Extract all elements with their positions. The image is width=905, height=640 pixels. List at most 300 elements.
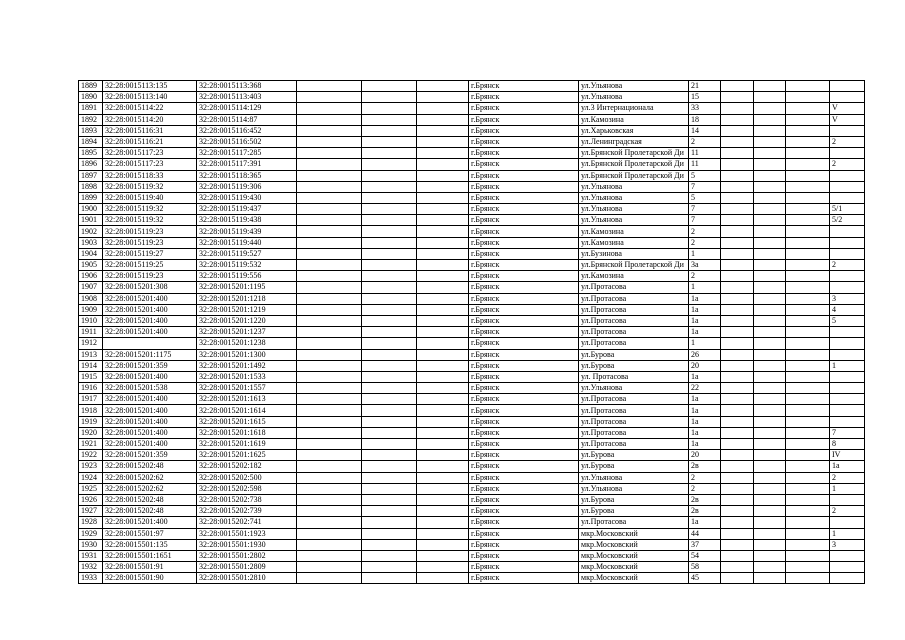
empty-col-10-cell [721,192,754,203]
row-number-cell: 1920 [79,427,103,438]
land-cadastral-number-cell: 32:28:0015113:135 [103,81,197,92]
empty-col-10-cell [721,461,754,472]
table-row [79,562,865,573]
empty-col-10-cell [721,405,754,416]
empty-col-12-cell [786,226,830,237]
land-cadastral-number-cell: 32:28:0015113:140 [103,92,197,103]
city-cell: г.Брянск [469,304,579,315]
land-cadastral-number-cell: 32:28:0015201:359 [103,450,197,461]
row-number-cell: 1905 [79,260,103,271]
land-cadastral-number-cell: 32:28:0015117:23 [103,159,197,170]
table-row [79,517,865,528]
empty-col-5-cell [362,394,417,405]
street-cell: ул.Протасова [579,517,689,528]
apartment-number-cell [830,81,865,92]
empty-col-5-cell [362,573,417,584]
house-number-cell: 7 [689,204,721,215]
row-number-cell: 1916 [79,383,103,394]
empty-col-11-cell [754,439,786,450]
city-cell: г.Брянск [469,181,579,192]
empty-col-6-cell [417,573,469,584]
table-row [79,181,865,192]
city-cell: г.Брянск [469,528,579,539]
empty-col-11-cell [754,192,786,203]
table-row [79,114,865,125]
empty-col-10-cell [721,304,754,315]
empty-col-5-cell [362,315,417,326]
apartment-number-cell [830,573,865,584]
empty-col-5-cell [362,562,417,573]
building-cadastral-number-cell: 32:28:0015201:1492 [197,360,297,371]
empty-col-4-cell [297,136,362,147]
city-cell: г.Брянск [469,450,579,461]
empty-col-11-cell [754,125,786,136]
empty-col-10-cell [721,439,754,450]
empty-col-5-cell [362,148,417,159]
building-cadastral-number-cell: 32:28:0015113:368 [197,81,297,92]
apartment-number-cell: 5/2 [830,215,865,226]
empty-col-4-cell [297,528,362,539]
city-cell: г.Брянск [469,192,579,203]
street-cell: ул.Протасова [579,416,689,427]
empty-col-11-cell [754,148,786,159]
empty-col-11-cell [754,550,786,561]
empty-col-11-cell [754,506,786,517]
empty-col-5-cell [362,271,417,282]
empty-col-4-cell [297,461,362,472]
table-row [79,483,865,494]
empty-col-4-cell [297,360,362,371]
empty-col-5-cell [362,349,417,360]
empty-col-6-cell [417,315,469,326]
empty-col-4-cell [297,394,362,405]
empty-col-12-cell [786,461,830,472]
house-number-cell: 2 [689,226,721,237]
empty-col-12-cell [786,237,830,248]
street-cell: ул.Ульянова [579,204,689,215]
table-row [79,282,865,293]
empty-col-6-cell [417,226,469,237]
empty-col-6-cell [417,181,469,192]
empty-col-12-cell [786,472,830,483]
empty-col-10-cell [721,148,754,159]
row-number-cell: 1923 [79,461,103,472]
row-number-cell: 1932 [79,562,103,573]
city-cell: г.Брянск [469,461,579,472]
empty-col-5-cell [362,383,417,394]
table-row [79,494,865,505]
city-cell: г.Брянск [469,215,579,226]
building-cadastral-number-cell: 32:28:0015201:1619 [197,439,297,450]
house-number-cell: 2 [689,136,721,147]
empty-col-11-cell [754,237,786,248]
land-cadastral-number-cell: 32:28:0015119:23 [103,237,197,248]
empty-col-6-cell [417,483,469,494]
empty-col-12-cell [786,539,830,550]
empty-col-6-cell [417,349,469,360]
house-number-cell: 54 [689,550,721,561]
empty-col-12-cell [786,550,830,561]
building-cadastral-number-cell: 32:28:0015116:452 [197,125,297,136]
building-cadastral-number-cell: 32:28:0015201:1614 [197,405,297,416]
row-number-cell: 1890 [79,92,103,103]
land-cadastral-number-cell: 32:28:0015119:32 [103,204,197,215]
empty-col-10-cell [721,327,754,338]
house-number-cell: 22 [689,383,721,394]
house-number-cell: 1а [689,394,721,405]
empty-col-12-cell [786,114,830,125]
empty-col-11-cell [754,226,786,237]
empty-col-11-cell [754,136,786,147]
street-cell: ул.Ульянова [579,383,689,394]
apartment-number-cell: 1 [830,360,865,371]
building-cadastral-number-cell: 32:28:0015501:2802 [197,550,297,561]
empty-col-12-cell [786,360,830,371]
empty-col-4-cell [297,562,362,573]
empty-col-12-cell [786,125,830,136]
house-number-cell: 1а [689,427,721,438]
empty-col-5-cell [362,215,417,226]
apartment-number-cell [830,125,865,136]
house-number-cell: 20 [689,450,721,461]
empty-col-4-cell [297,573,362,584]
building-cadastral-number-cell: 32:28:0015202:182 [197,461,297,472]
house-number-cell: 1а [689,304,721,315]
empty-col-12-cell [786,383,830,394]
building-cadastral-number-cell: 32:28:0015202:738 [197,494,297,505]
empty-col-5-cell [362,136,417,147]
street-cell: ул.Протасова [579,405,689,416]
apartment-number-cell [830,226,865,237]
empty-col-10-cell [721,248,754,259]
empty-col-6-cell [417,550,469,561]
table-row [79,450,865,461]
row-number-cell: 1922 [79,450,103,461]
empty-col-5-cell [362,159,417,170]
empty-col-6-cell [417,450,469,461]
apartment-number-cell [830,394,865,405]
building-cadastral-number-cell: 32:28:0015201:1219 [197,304,297,315]
house-number-cell: 1а [689,315,721,326]
street-cell: ул.Протасова [579,427,689,438]
row-number-cell: 1894 [79,136,103,147]
building-cadastral-number-cell: 32:28:0015202:500 [197,472,297,483]
empty-col-11-cell [754,103,786,114]
empty-col-10-cell [721,416,754,427]
empty-col-11-cell [754,114,786,125]
land-cadastral-number-cell: 32:28:0015201:400 [103,405,197,416]
apartment-number-cell [830,170,865,181]
land-cadastral-number-cell: 32:28:0015119:40 [103,192,197,203]
row-number-cell: 1925 [79,483,103,494]
apartment-number-cell [830,416,865,427]
city-cell: г.Брянск [469,282,579,293]
empty-col-4-cell [297,472,362,483]
house-number-cell: 2в [689,494,721,505]
table-row [79,148,865,159]
empty-col-12-cell [786,427,830,438]
empty-col-11-cell [754,528,786,539]
street-cell: ул.Протасова [579,304,689,315]
empty-col-6-cell [417,517,469,528]
empty-col-12-cell [786,103,830,114]
building-cadastral-number-cell: 32:28:0015119:439 [197,226,297,237]
empty-col-10-cell [721,293,754,304]
city-cell: г.Брянск [469,472,579,483]
empty-col-10-cell [721,573,754,584]
street-cell: ул.Брянской Пролетарской Ди [579,260,689,271]
empty-col-10-cell [721,494,754,505]
row-number-cell: 1931 [79,550,103,561]
empty-col-6-cell [417,383,469,394]
street-cell: ул.Протасова [579,315,689,326]
table-row [79,349,865,360]
empty-col-10-cell [721,159,754,170]
empty-col-4-cell [297,204,362,215]
empty-col-6-cell [417,338,469,349]
empty-col-5-cell [362,338,417,349]
apartment-number-cell: 5 [830,315,865,326]
house-number-cell: 2 [689,271,721,282]
city-cell: г.Брянск [469,517,579,528]
empty-col-5-cell [362,282,417,293]
empty-col-5-cell [362,539,417,550]
empty-col-11-cell [754,315,786,326]
empty-col-6-cell [417,528,469,539]
apartment-number-cell [830,282,865,293]
table-row [79,260,865,271]
empty-col-4-cell [297,371,362,382]
row-number-cell: 1917 [79,394,103,405]
land-cadastral-number-cell: 32:28:0015501:1651 [103,550,197,561]
house-number-cell: 2в [689,506,721,517]
house-number-cell: 26 [689,349,721,360]
empty-col-12-cell [786,562,830,573]
street-cell: мкр.Московский [579,562,689,573]
land-cadastral-number-cell: 32:28:0015201:359 [103,360,197,371]
table-row [79,383,865,394]
empty-col-6-cell [417,103,469,114]
table-row [79,92,865,103]
empty-col-10-cell [721,360,754,371]
empty-col-4-cell [297,517,362,528]
empty-col-6-cell [417,148,469,159]
empty-col-5-cell [362,125,417,136]
empty-col-12-cell [786,192,830,203]
empty-col-12-cell [786,315,830,326]
city-cell: г.Брянск [469,315,579,326]
row-number-cell: 1914 [79,360,103,371]
house-number-cell: 1а [689,327,721,338]
building-cadastral-number-cell: 32:28:0015201:1300 [197,349,297,360]
apartment-number-cell: 3 [830,293,865,304]
city-cell: г.Брянск [469,394,579,405]
land-cadastral-number-cell: 32:28:0015202:48 [103,506,197,517]
city-cell: г.Брянск [469,405,579,416]
table-row [79,81,865,92]
empty-col-6-cell [417,371,469,382]
row-number-cell: 1892 [79,114,103,125]
table-row [79,248,865,259]
apartment-number-cell: 1а [830,461,865,472]
empty-col-12-cell [786,416,830,427]
empty-col-5-cell [362,260,417,271]
building-cadastral-number-cell: 32:28:0015119:438 [197,215,297,226]
empty-col-5-cell [362,237,417,248]
city-cell: г.Брянск [469,136,579,147]
empty-col-11-cell [754,304,786,315]
empty-col-4-cell [297,103,362,114]
table-row [79,416,865,427]
house-number-cell: 1 [689,248,721,259]
apartment-number-cell [830,550,865,561]
row-number-cell: 1891 [79,103,103,114]
city-cell: г.Брянск [469,327,579,338]
table-row [79,539,865,550]
street-cell: ул.Ульянова [579,192,689,203]
empty-col-11-cell [754,539,786,550]
city-cell: г.Брянск [469,271,579,282]
empty-col-5-cell [362,371,417,382]
city-cell: г.Брянск [469,226,579,237]
row-number-cell: 1893 [79,125,103,136]
empty-col-11-cell [754,181,786,192]
apartment-number-cell [830,248,865,259]
city-cell: г.Брянск [469,506,579,517]
apartment-number-cell: 2 [830,136,865,147]
empty-col-5-cell [362,181,417,192]
empty-col-5-cell [362,192,417,203]
street-cell: ул.Камозина [579,226,689,237]
empty-col-11-cell [754,338,786,349]
street-cell: ул.Протасова [579,394,689,405]
house-number-cell: 3а [689,260,721,271]
empty-col-11-cell [754,349,786,360]
land-cadastral-number-cell: 32:28:0015116:31 [103,125,197,136]
land-cadastral-number-cell: 32:28:0015114:20 [103,114,197,125]
empty-col-10-cell [721,562,754,573]
empty-col-10-cell [721,483,754,494]
empty-col-12-cell [786,483,830,494]
land-cadastral-number-cell: 32:28:0015114:22 [103,103,197,114]
empty-col-12-cell [786,494,830,505]
empty-col-6-cell [417,293,469,304]
empty-col-4-cell [297,416,362,427]
row-number-cell: 1928 [79,517,103,528]
empty-col-11-cell [754,472,786,483]
empty-col-6-cell [417,360,469,371]
empty-col-6-cell [417,92,469,103]
street-cell: ул.Бурова [579,494,689,505]
table-row [79,215,865,226]
city-cell: г.Брянск [469,92,579,103]
street-cell: ул.Камозина [579,237,689,248]
city-cell: г.Брянск [469,427,579,438]
building-cadastral-number-cell: 32:28:0015113:403 [197,92,297,103]
empty-col-5-cell [362,327,417,338]
land-cadastral-number-cell: 32:28:0015119:32 [103,215,197,226]
empty-col-12-cell [786,148,830,159]
empty-col-4-cell [297,170,362,181]
empty-col-10-cell [721,204,754,215]
empty-col-5-cell [362,439,417,450]
apartment-number-cell [830,338,865,349]
table-row [79,304,865,315]
street-cell: ул.Бурова [579,349,689,360]
city-cell: г.Брянск [469,148,579,159]
registry-body [79,81,865,584]
apartment-number-cell: 4 [830,304,865,315]
apartment-number-cell [830,371,865,382]
empty-col-5-cell [362,304,417,315]
property-registry-table [78,80,865,584]
empty-col-10-cell [721,92,754,103]
land-cadastral-number-cell: 32:28:0015119:27 [103,248,197,259]
city-cell: г.Брянск [469,338,579,349]
empty-col-12-cell [786,450,830,461]
row-number-cell: 1919 [79,416,103,427]
empty-col-10-cell [721,539,754,550]
house-number-cell: 21 [689,81,721,92]
empty-col-4-cell [297,237,362,248]
apartment-number-cell [830,92,865,103]
empty-col-6-cell [417,215,469,226]
street-cell: ул.3 Интернационала [579,103,689,114]
empty-col-11-cell [754,360,786,371]
street-cell: ул.Ульянова [579,181,689,192]
empty-col-4-cell [297,282,362,293]
land-cadastral-number-cell: 32:28:0015118:33 [103,170,197,181]
land-cadastral-number-cell: 32:28:0015201:400 [103,416,197,427]
empty-col-11-cell [754,327,786,338]
apartment-number-cell: V [830,114,865,125]
house-number-cell: 58 [689,562,721,573]
street-cell: ул.Камозина [579,114,689,125]
land-cadastral-number-cell: 32:28:0015201:400 [103,427,197,438]
empty-col-4-cell [297,293,362,304]
building-cadastral-number-cell: 32:28:0015201:1220 [197,315,297,326]
building-cadastral-number-cell: 32:28:0015201:1237 [197,327,297,338]
empty-col-4-cell [297,550,362,561]
city-cell: г.Брянск [469,159,579,170]
row-number-cell: 1926 [79,494,103,505]
house-number-cell: 33 [689,103,721,114]
building-cadastral-number-cell: 32:28:0015201:1618 [197,427,297,438]
house-number-cell: 2 [689,483,721,494]
house-number-cell: 44 [689,528,721,539]
city-cell: г.Брянск [469,550,579,561]
land-cadastral-number-cell [103,338,197,349]
empty-col-4-cell [297,114,362,125]
building-cadastral-number-cell: 32:28:0015119:527 [197,248,297,259]
street-cell: ул.Бурова [579,461,689,472]
apartment-number-cell [830,181,865,192]
building-cadastral-number-cell: 32:28:0015202:739 [197,506,297,517]
table-row [79,271,865,282]
empty-col-12-cell [786,248,830,259]
empty-col-5-cell [362,483,417,494]
row-number-cell: 1889 [79,81,103,92]
empty-col-4-cell [297,271,362,282]
land-cadastral-number-cell: 32:28:0015116:21 [103,136,197,147]
apartment-number-cell: 2 [830,260,865,271]
street-cell: ул.Ульянова [579,81,689,92]
row-number-cell: 1929 [79,528,103,539]
empty-col-5-cell [362,81,417,92]
apartment-number-cell [830,405,865,416]
empty-col-4-cell [297,405,362,416]
empty-col-4-cell [297,315,362,326]
